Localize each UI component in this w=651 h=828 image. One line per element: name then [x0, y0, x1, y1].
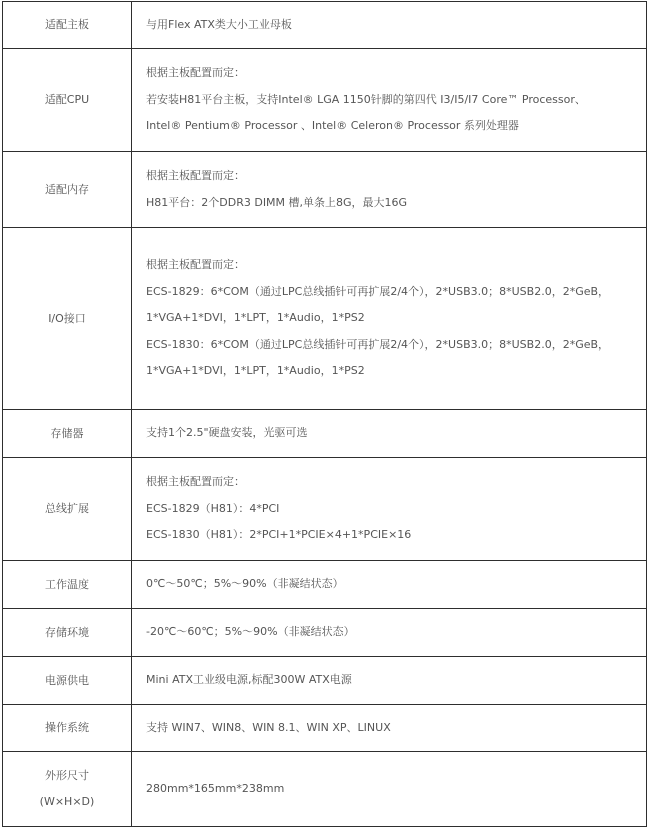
row-label-cell — [3, 561, 132, 609]
row-value-cell — [132, 410, 647, 458]
row-value-cell — [132, 561, 647, 609]
row-label: 外形尺寸 — [45, 769, 89, 782]
row-label-cell — [3, 458, 132, 561]
row-label: 适配CPU — [44, 93, 90, 106]
row-value-line: ECS-1829（H81）：4*PCI — [146, 501, 280, 515]
row-label: I/O接口 — [48, 311, 86, 325]
row-value-line: 支持 WIN7、WIN8、WIN 8.1、WIN XP、LINUX — [146, 720, 391, 734]
row-value-cell — [132, 49, 647, 152]
row-label-cell — [3, 49, 132, 152]
row-value-line: ECS-1830：6*COM（通过LPC总线插针可再扩展2/4个），2*USB3.0；8*USB2.0，2*GeB， — [146, 337, 610, 351]
row-label-cell — [3, 705, 132, 752]
row-label-cell — [3, 228, 132, 410]
row-value-cell — [132, 657, 647, 705]
row-label: 总线扩展 — [45, 502, 89, 515]
row-label-cell — [3, 752, 132, 827]
row-value-line: 与用Flex ATX类大小工业母板 — [146, 17, 292, 31]
row-value-line: 根据主板配置而定： — [146, 66, 245, 80]
row-value-line: H81平台：2个DDR3 DIMM 槽,单条上8G，最大16G — [146, 195, 408, 209]
row-label-sub: (W×H×D) — [39, 795, 95, 808]
row-value-cell — [132, 458, 647, 561]
row-value-line: Mini ATX工业级电源,标配300W ATX电源 — [146, 673, 352, 687]
table-row — [3, 152, 647, 228]
row-value-line: ECS-1829：6*COM（通过LPC总线插针可再扩展2/4个），2*USB3.0；8*USB2.0，2*GeB， — [146, 284, 610, 298]
row-label: 适配主板 — [45, 18, 89, 31]
row-value-cell — [132, 228, 647, 410]
row-value-line: 1*VGA+1*DVI，1*LPT，1*Audio，1*PS2 — [146, 364, 365, 378]
row-label: 适配内存 — [45, 182, 89, 196]
row-label-cell — [3, 410, 132, 458]
table-row — [3, 228, 647, 410]
row-label-cell — [3, 609, 132, 657]
row-label: 存储环境 — [45, 625, 89, 639]
row-value-line: 280mm*165mm*238mm — [146, 781, 285, 795]
row-label: 操作系统 — [45, 721, 89, 734]
table-row — [3, 561, 647, 609]
row-value-cell — [132, 609, 647, 657]
row-value-line: 支持1个2.5"硬盘安装，光驱可选 — [146, 426, 308, 440]
row-label: 电源供电 — [45, 673, 89, 687]
table-row — [3, 49, 647, 152]
row-value-line: -20℃～60℃；5%～90%（非凝结状态） — [146, 625, 355, 639]
row-value-cell — [132, 705, 647, 752]
table-row — [3, 705, 647, 752]
table-row — [3, 752, 647, 827]
spec-table — [2, 1, 647, 827]
row-value-line: 若安装H81平台主板，支持Intel® LGA 1150针脚的第四代 I3/I5/I7 Core™ Processor、 — [146, 92, 586, 106]
table-row — [3, 458, 647, 561]
row-label-cell — [3, 152, 132, 228]
table-row — [3, 609, 647, 657]
row-value-line: 0℃～50℃；5%～90%（非凝结状态） — [146, 577, 344, 591]
row-value-line: ECS-1830（H81）：2*PCI+1*PCIE×4+1*PCIE×16 — [146, 528, 412, 542]
row-label-cell — [3, 2, 132, 49]
row-value-line: Intel® Pentium® Processor 、Intel® Celeron® Processor 系列处理器 — [146, 119, 519, 133]
row-value-cell — [132, 152, 647, 228]
row-label-cell — [3, 657, 132, 705]
row-label: 工作温度 — [45, 577, 89, 591]
table-row — [3, 657, 647, 705]
row-value-line: 根据主板配置而定： — [146, 169, 245, 182]
row-value-line: 根据主板配置而定： — [146, 475, 245, 489]
row-value-line: 1*VGA+1*DVI，1*LPT，1*Audio，1*PS2 — [146, 311, 365, 325]
row-label: 存储器 — [50, 426, 84, 440]
row-value-line: 根据主板配置而定： — [146, 258, 245, 272]
table-row — [3, 410, 647, 458]
table-row — [3, 2, 647, 49]
row-value-cell — [132, 2, 647, 49]
row-value-cell — [132, 752, 647, 827]
